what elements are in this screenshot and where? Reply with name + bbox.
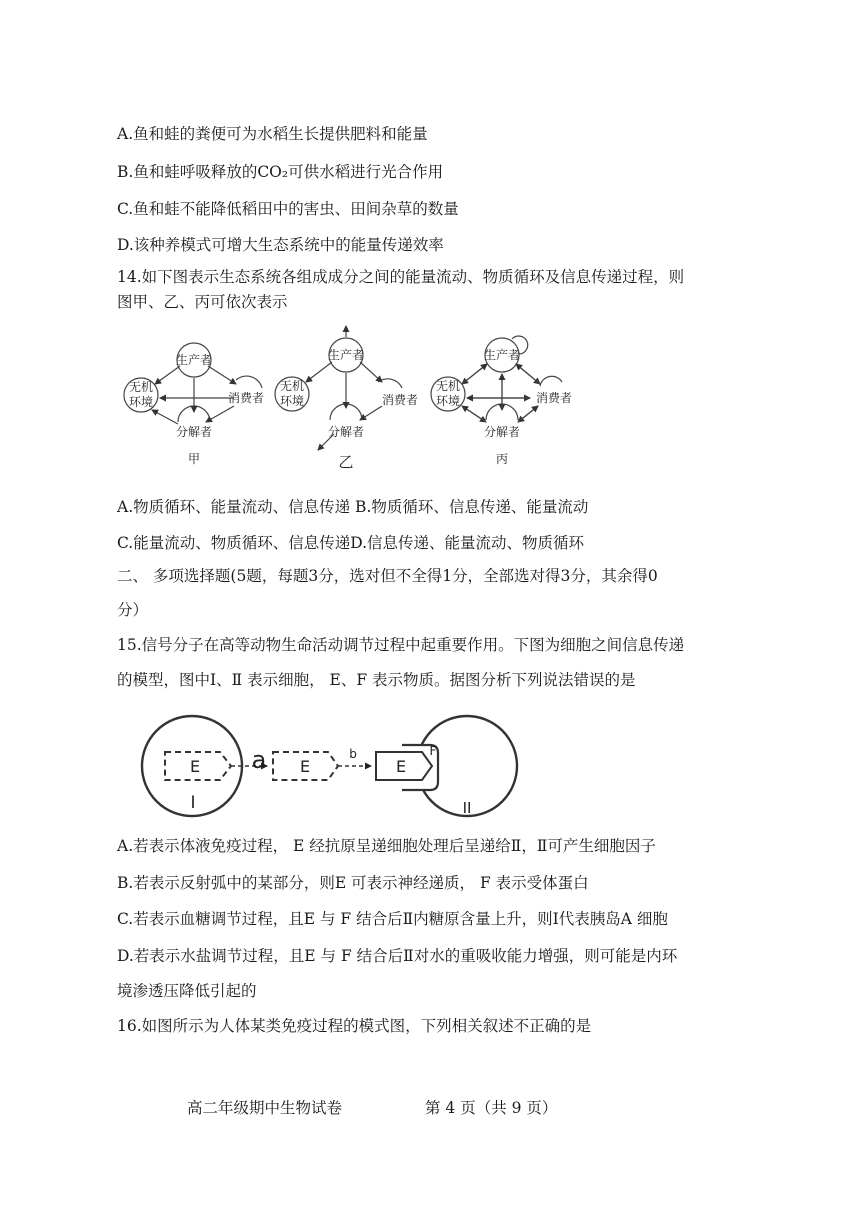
label-e-1: E [189, 757, 201, 776]
jia-abiotic-label-2: 环境 [128, 395, 154, 409]
jia-abiotic-label-1: 无机 [128, 380, 154, 394]
yi-decomposer-label: 分解者 [327, 425, 365, 439]
q13-option-b: B.鱼和蛙呼吸释放的CO₂可供水稻进行光合作用 [117, 163, 444, 181]
footer-exam-title: 高二年级期中生物试卷 [187, 1099, 343, 1117]
label-b: b [349, 747, 357, 761]
q14-ecosystem-diagram [110, 322, 600, 474]
label-f: F [429, 744, 437, 758]
section2-header-line2: 分） [117, 601, 149, 619]
q15-option-a: A.若表示体液免疫过程， E 经抗原呈递细胞处理后呈递给Ⅱ，Ⅱ可产生细胞因子 [117, 837, 656, 855]
bing-panel-label: 丙 [495, 452, 509, 466]
footer-page-info: 第 4 页（共 9 页） [425, 1099, 558, 1117]
label-e-3: E [395, 757, 407, 776]
q15-option-d-line1: D.若表示水盐调节过程，且E 与 F 结合后Ⅱ对水的重吸收能力增强，则可能是内环 [117, 947, 678, 965]
bing-producer-label: 生产者 [483, 348, 521, 362]
bing-consumer-label: 消费者 [535, 391, 573, 405]
q16-stem: 16.如图所示为人体某类免疫过程的模式图，下列相关叙述不正确的是 [117, 1017, 592, 1035]
q14-options-line1: A.物质循环、能量流动、信息传递 B.物质循环、信息传递、能量流动 [117, 498, 589, 516]
yi-consumer-label: 消费者 [381, 393, 419, 407]
yi-abiotic-label-1: 无机 [279, 379, 305, 393]
q15-stem-line2: 的模型，图中Ⅰ、Ⅱ 表示细胞， E、F 表示物质。据图分析下列说法错误的是 [117, 671, 636, 689]
bing-abiotic-label-1: 无机 [435, 379, 461, 393]
q15-stem-line1: 15.信号分子在高等动物生命活动调节过程中起重要作用。下图为细胞之间信息传递 [117, 636, 685, 654]
label-cell-2: II [462, 799, 472, 817]
q14-options-line2: C.能量流动、物质循环、信息传递D.信息传递、能量流动、物质循环 [117, 534, 585, 552]
q15-option-b: B.若表示反射弧中的某部分，则E 可表示神经递质， F 表示受体蛋白 [117, 874, 589, 892]
q15-option-c: C.若表示血糖调节过程，且E 与 F 结合后Ⅱ内糖原含量上升，则Ⅰ代表胰岛A 细胞 [117, 910, 668, 928]
q13-option-a: A.鱼和蛙的粪便可为水稻生长提供肥料和能量 [117, 125, 428, 143]
section2-header-line1: 二、 多项选择题(5题，每题3分，选对但不全得1分，全部选对得3分，其余得0 [117, 567, 658, 585]
q15-cell-signaling-diagram [135, 710, 535, 822]
jia-decomposer-label: 分解者 [175, 425, 213, 439]
yi-panel-label: 乙 [338, 453, 354, 471]
q15-option-d-line2: 境渗透压降低引起的 [117, 982, 257, 1000]
q13-option-c: C.鱼和蛙不能降低稻田中的害虫、田间杂草的数量 [117, 200, 459, 218]
yi-abiotic-label-2: 环境 [279, 394, 305, 408]
jia-consumer-label: 消费者 [227, 391, 265, 405]
bing-decomposer-label: 分解者 [483, 425, 521, 439]
bing-abiotic-label-2: 环境 [435, 394, 461, 408]
q13-option-d: D.该种养模式可增大生态系统中的能量传递效率 [117, 236, 444, 254]
q14-stem-line1: 14.如下图表示生态系统各组成成分之间的能量流动、物质循环及信息传递过程，则 [117, 268, 685, 286]
label-e-2: E [299, 757, 311, 776]
label-cell-1: I [190, 793, 196, 813]
yi-producer-label: 生产者 [327, 348, 365, 362]
jia-panel-label: 甲 [187, 452, 201, 466]
jia-producer-label: 生产者 [175, 353, 213, 367]
label-a: a [251, 746, 267, 774]
q14-stem-line2: 图甲、乙、丙可依次表示 [117, 293, 288, 311]
